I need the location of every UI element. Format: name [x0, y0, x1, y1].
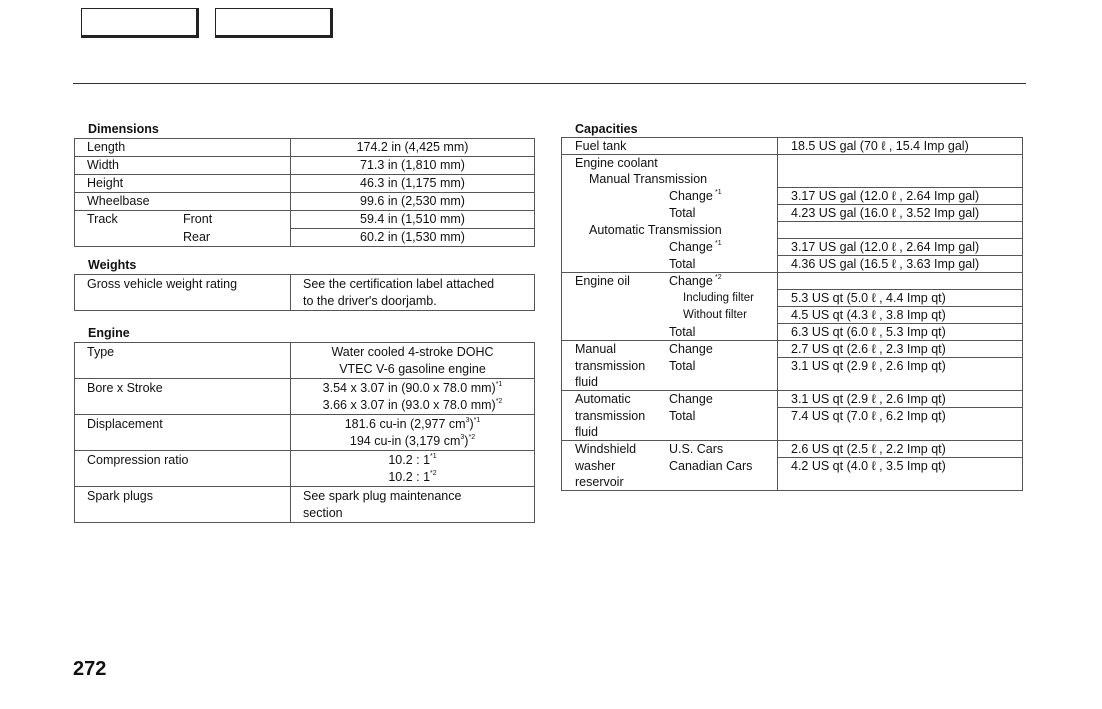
dimension-value: 71.3 in (1,810 mm): [291, 157, 535, 175]
fuel-tank-label: Fuel tank: [562, 138, 778, 155]
table-row: [75, 157, 535, 175]
table-row: [562, 138, 1023, 155]
table-row: [75, 343, 535, 379]
engine-table: [74, 342, 535, 523]
table-row: Including filter 5.3 US qt (5.0 ℓ , 4.4 Imp qt): [562, 290, 1023, 307]
table-row: Change *1 3.17 US gal (12.0 ℓ , 2.64 Imp gal): [562, 188, 1023, 205]
table-row: Engine oil Change *2: [562, 273, 1023, 290]
dimension-value: 174.2 in (4,425 mm): [291, 139, 535, 157]
table-row: [75, 275, 535, 311]
table-row: washer Canadian Cars 4.2 US qt (4.0 ℓ , 3.5 Imp qt): [562, 458, 1023, 475]
table-row: Windshield U.S. Cars 2.6 US qt (2.5 ℓ , 2.2 Imp qt): [562, 441, 1023, 458]
table-row: Automatic Transmission: [562, 222, 1023, 239]
table-row: fluid: [562, 374, 1023, 391]
table-row: Total 6.3 US qt (6.0 ℓ , 5.3 Imp qt): [562, 324, 1023, 341]
nav-button-previous[interactable]: [81, 8, 199, 38]
dimension-label: Track Front: [75, 211, 291, 229]
table-row: [75, 229, 535, 247]
displacement-value: 181.6 cu-in (2,977 $cm^3)^{*1}$ 194 cu-in (3,179 $cm^3)^{*2}$: [291, 415, 535, 451]
table-row: [75, 451, 535, 487]
table-row: [75, 487, 535, 523]
dimensions-table: [74, 138, 535, 247]
header-divider: [73, 83, 1026, 84]
displacement-label: Displacement: [75, 415, 291, 451]
table-row: Total 4.23 US gal (16.0 ℓ , 3.52 Imp gal): [562, 205, 1023, 222]
nav-button-next[interactable]: [215, 8, 333, 38]
compression-label: Compression ratio: [75, 451, 291, 487]
table-row: [75, 175, 535, 193]
table-row: fluid: [562, 424, 1023, 441]
table-row: Engine coolant: [562, 155, 1023, 172]
table-row: Without filter 4.5 US qt (4.3 ℓ , 3.8 Imp qt): [562, 307, 1023, 324]
capacities-heading: Capacities: [575, 122, 638, 136]
dimension-label: Wheelbase: [75, 193, 291, 211]
engine-type-label: Type: [75, 343, 291, 379]
fuel-tank-value: 18.5 US gal (70 ℓ , 15.4 Imp gal): [778, 138, 1023, 155]
dimension-value: 60.2 in (1,530 mm): [291, 229, 535, 247]
weights-value: See the certification label attached to the driver's doorjamb.: [291, 275, 535, 311]
spark-plugs-value: See spark plug maintenance section: [291, 487, 535, 523]
table-row: Change *1 3.17 US gal (12.0 ℓ , 2.64 Imp gal): [562, 239, 1023, 256]
compression-value: 10.2 : 1$^{*1}$ 10.2 : 1$^{*2}$: [291, 451, 535, 487]
table-row: Total 4.36 US gal (16.5 ℓ , 3.63 Imp gal): [562, 256, 1023, 273]
page-number: 272: [73, 658, 107, 680]
capacities-table: [561, 137, 1023, 491]
table-row: [75, 379, 535, 415]
weights-table: [74, 274, 535, 311]
bore-stroke-label: Bore x Stroke: [75, 379, 291, 415]
table-row: [75, 415, 535, 451]
bore-stroke-value: 3.54 x 3.07 in (90.0 x 78.0 mm)$^{*1}$ 3.66 x 3.07 in (93.0 x 78.0 mm)$^{*2}$: [291, 379, 535, 415]
dimension-label: Width: [75, 157, 291, 175]
table-row: reservoir: [562, 474, 1023, 491]
table-row: Manual Transmission: [562, 171, 1023, 188]
dimensions-heading: Dimensions: [88, 122, 159, 136]
engine-type-value: Water cooled 4-stroke DOHC VTEC V-6 gasoline engine: [291, 343, 535, 379]
table-row: Automatic Change 3.1 US qt (2.9 ℓ , 2.6 Imp qt): [562, 391, 1023, 408]
spark-plugs-label: Spark plugs: [75, 487, 291, 523]
engine-heading: Engine: [88, 326, 130, 340]
weights-heading: Weights: [88, 258, 137, 272]
table-row: transmission Total 3.1 US qt (2.9 ℓ , 2.6 Imp qt): [562, 358, 1023, 375]
dimension-label: Height: [75, 175, 291, 193]
dimension-value: 46.3 in (1,175 mm): [291, 175, 535, 193]
table-row: [75, 139, 535, 157]
dimension-label: Rear: [75, 229, 291, 247]
table-row: transmission Total 7.4 US qt (7.0 ℓ , 6.2 Imp qt): [562, 408, 1023, 425]
weights-label: Gross vehicle weight rating: [75, 275, 291, 311]
dimension-value: 99.6 in (2,530 mm): [291, 193, 535, 211]
table-row: Manual Change 2.7 US qt (2.6 ℓ , 2.3 Imp qt): [562, 341, 1023, 358]
dimension-value: 59.4 in (1,510 mm): [291, 211, 535, 229]
dimension-label: Length: [75, 139, 291, 157]
table-row: [75, 193, 535, 211]
table-row: [75, 211, 535, 229]
